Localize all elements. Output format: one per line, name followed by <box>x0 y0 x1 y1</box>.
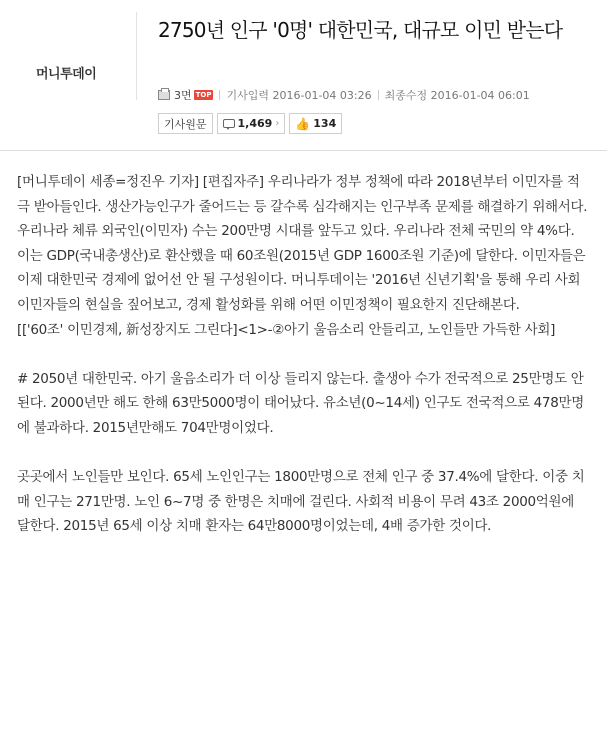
original-article-label: 기사원문 <box>164 117 207 131</box>
article-header <box>0 0 607 150</box>
print-icon[interactable] <box>158 90 170 100</box>
article-paragraph: [머니투데이 세종=정진우 기자] [편집자주] 우리나라가 정부 정책에 따라 2018년부터 이민자를 적극 받아들인다. 생산가능인구가 줄어드는 등 갈수록 심각해지는 인구부족 문제를 해결하기 위해서다. 우리나라 체류 외국인(이민자) 수는 200만명 시대를 앞두고 있다. 우리나라 전체 국민의 약 4%다. 이는 GDP(국내총생산)로 환산했을 때 60조원(2015년 GDP 1600조원 기준)에 달한다. 이민자들은 이제 대한민국 경제에 없어선 안 될 구성원이다. 머니투데이는 '2016년 신년기획'을 통해 우리 사회 이민자들의 현실을 짚어보고, 경제 활성화를 위해 어떤 이민정책이 필요한지 진단해본다. <box>17 174 588 313</box>
meta-divider <box>219 90 220 100</box>
top-badge: TOP <box>195 91 212 99</box>
comment-icon <box>223 119 235 128</box>
like-count: 134 <box>313 117 337 130</box>
original-article-button[interactable] <box>158 113 213 134</box>
publisher-logo[interactable]: 머니투데이 <box>36 67 97 82</box>
thumbs-up-icon: 👍 <box>295 116 311 131</box>
article-paragraph: # 2050년 대한민국. 아기 울음소리가 더 이상 들리지 않는다. 출생아 수가 전국적으로 25만명도 안된다. 2000년만 해도 한해 63만5000명이 태어났다. 유소년(0~14세) 인구도 전국적으로 478만명에 불과하다. 2015년만해도 704만명이었다. <box>17 370 584 436</box>
meta-divider <box>378 90 379 100</box>
section-label: 3면 <box>174 89 192 102</box>
input-date: 기사입력 2016-01-04 03:26 <box>226 89 372 102</box>
chevron-right-icon: › <box>275 118 280 129</box>
header-separator <box>0 150 607 151</box>
modified-date: 최종수정 2016-01-04 06:01 <box>384 89 530 102</box>
paragraph-spacer <box>17 342 589 367</box>
comment-button[interactable] <box>217 113 286 134</box>
article-subheading: [['60조' 이민경제, 新성장지도 그린다]<1>-②아기 울음소리 안들리고, 노인들만 가득한 사회] <box>17 321 556 338</box>
comment-count: 1,469 <box>237 117 273 130</box>
paragraph-spacer <box>17 441 589 466</box>
article-actions <box>158 113 342 134</box>
article-paragraph: 곳곳에서 노인들만 보인다. 65세 노인인구는 1800만명으로 전체 인구 중 37.4%에 달한다. 이중 치매 인구는 271만명. 노인 6~7명 중 한명은 치매에 걸린다. 사회적 비용이 무려 43조 2000억원에 달한다. 2015년 65세 이상 치매 환자는 64만8000명이었는데, 4배 증가한 것이다. <box>17 469 585 535</box>
article-meta <box>158 88 530 102</box>
header-divider <box>136 12 137 100</box>
article-title: 2750년 인구 '0명' 대한민국, 대규모 이민 받는다 <box>158 18 563 42</box>
like-button[interactable] <box>289 113 342 134</box>
article-body <box>17 170 589 539</box>
